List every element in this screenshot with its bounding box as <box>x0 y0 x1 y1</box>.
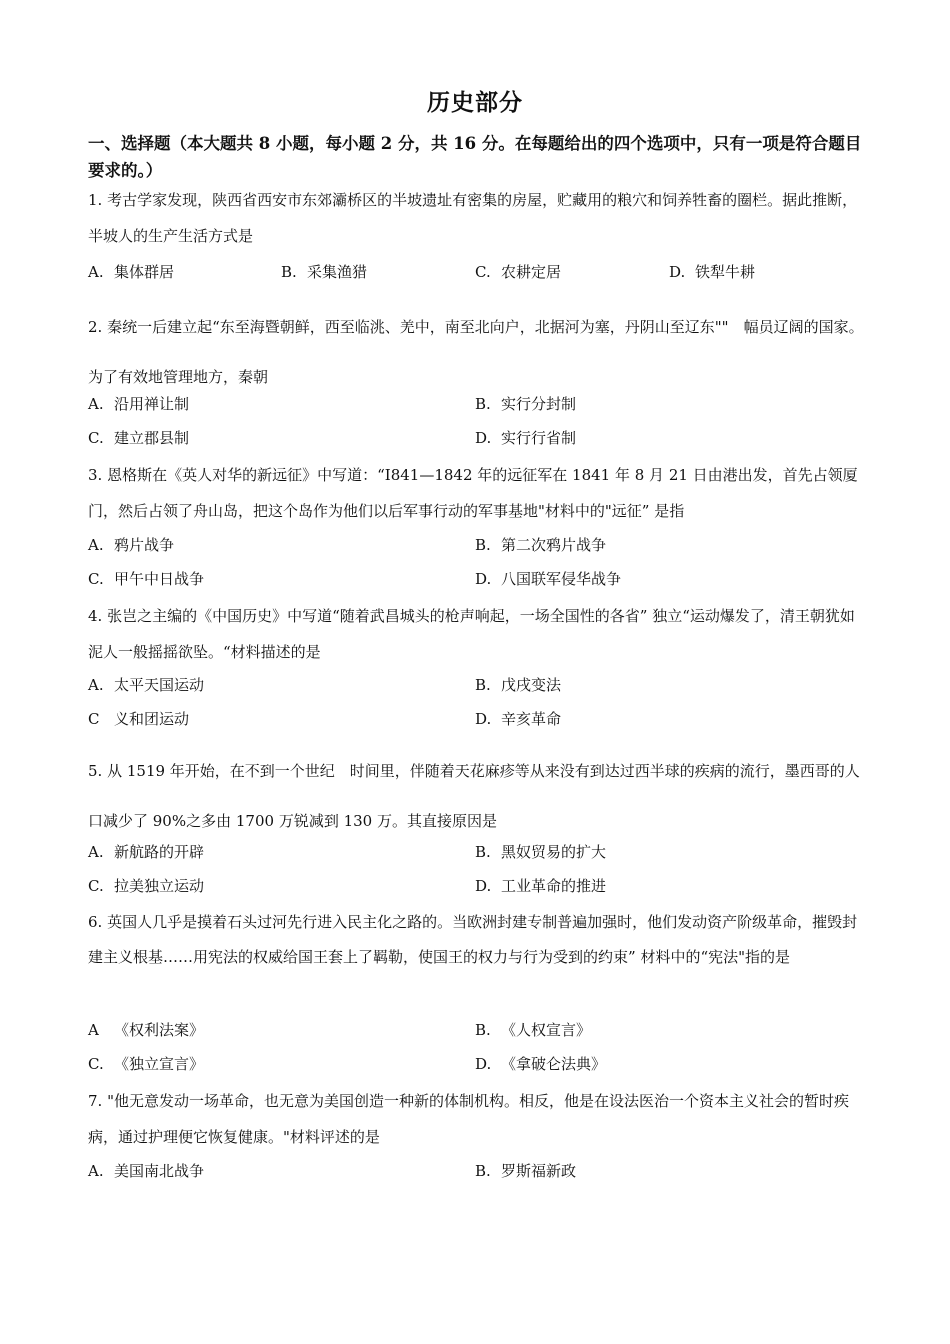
option-d <box>475 427 576 449</box>
option-text: 拉美独立运动 <box>114 877 205 895</box>
option-letter: C. <box>88 1055 104 1073</box>
option-letter: B. <box>475 1162 491 1180</box>
question-stem: 从 1519 年开始，在不到一个世纪 时间里，伴随着天花麻疹等从来没有到达过西半球的疾病的流行，墨西哥的人口减少了 90%之多由 1700 万锐减到 130 万。其直接原因是 <box>88 762 860 830</box>
option-d <box>669 261 755 283</box>
option-b <box>475 1160 576 1182</box>
question-number: 1. <box>88 191 103 209</box>
option-text: 鸦片战争 <box>114 536 175 554</box>
option-text: 《拿破仑法典》 <box>501 1055 607 1073</box>
option-c <box>88 875 204 897</box>
option-c <box>88 568 204 590</box>
option-letter: B. <box>281 263 297 281</box>
option-c <box>475 261 561 283</box>
section-heading: 一、选择题（本大题共 8 小题，每小题 2 分，共 16 分。在每题给出的四个选项中，只有一项是符合题目要求的。） <box>88 134 862 180</box>
option-b <box>475 674 561 696</box>
option-b <box>475 393 576 415</box>
question-stem: 考古学家发现，陕西省西安市东郊灞桥区的半坡遗址有密集的房屋，贮藏用的粮穴和饲养牲畜的圈栏。据此推断，半坡人的生产生活方式是 <box>88 191 858 245</box>
option-text: 《独立宣言》 <box>114 1055 205 1073</box>
option-letter: A. <box>88 676 104 694</box>
option-text: 工业革命的推进 <box>501 877 607 895</box>
option-c <box>88 427 189 449</box>
option-text: 八国联军侵华战争 <box>501 570 622 588</box>
option-c <box>88 708 189 730</box>
option-text: 义和团运动 <box>114 710 190 728</box>
option-letter: D. <box>475 429 492 447</box>
option-letter: D. <box>475 1055 492 1073</box>
option-text: 实行分封制 <box>501 395 577 413</box>
question-number: 5. <box>88 762 103 780</box>
question-1 <box>88 182 868 254</box>
option-text: 实行行省制 <box>501 429 577 447</box>
option-letter: A <box>88 1021 99 1039</box>
question-number: 6. <box>88 913 103 931</box>
option-letter: B. <box>475 1021 491 1039</box>
option-a <box>88 841 204 863</box>
option-text: 《人权宣言》 <box>501 1021 592 1039</box>
option-text: 黑奴贸易的扩大 <box>501 843 607 861</box>
question-number: 3. <box>88 466 103 484</box>
option-text: 罗斯福新政 <box>501 1162 577 1180</box>
question-number: 4. <box>88 607 103 625</box>
option-a <box>88 261 174 283</box>
option-letter: C. <box>88 570 104 588</box>
question-number: 7. <box>88 1092 103 1110</box>
option-text: 建立郡县制 <box>114 429 190 447</box>
question-5 <box>88 746 868 846</box>
option-letter: C <box>88 710 100 728</box>
option-letter: A. <box>88 1162 104 1180</box>
question-stem: 秦统一后建立起“东至海暨朝鲜，西至临洮、羌中，南至北向户，北据河为塞，丹阴山至辽东"" 幅员辽阔的国家。为了有效地管理地方，秦朝 <box>88 318 864 386</box>
option-letter: B. <box>475 676 491 694</box>
option-text: 采集渔猎 <box>307 263 368 281</box>
option-text: 第二次鸦片战争 <box>501 536 607 554</box>
option-c <box>88 1053 204 1075</box>
option-text: 集体群居 <box>114 263 175 281</box>
option-letter: C. <box>475 263 491 281</box>
option-letter: D. <box>475 710 492 728</box>
question-stem: 恩格斯在《英人对华的新远征》中写道：“I841—1842 年的远征军在 1841 年 8 月 21 日由港出发，首先占领厦门，然后占领了舟山岛，把这个岛作为他们以后军事行动的军事基地"材料中的"远征” 是指 <box>88 466 858 520</box>
option-b <box>475 841 606 863</box>
option-b <box>475 534 606 556</box>
option-a <box>88 674 204 696</box>
option-text: 新航路的开辟 <box>114 843 205 861</box>
option-text: 沿用禅让制 <box>114 395 190 413</box>
option-letter: A. <box>88 536 104 554</box>
question-6 <box>88 905 868 975</box>
question-2 <box>88 302 868 402</box>
question-number: 2. <box>88 318 103 336</box>
option-letter: A. <box>88 395 104 413</box>
option-text: 戊戌变法 <box>501 676 562 694</box>
option-b <box>281 261 367 283</box>
option-letter: A. <box>88 263 104 281</box>
question-stem: 英国人几乎是摸着石头过河先行进入民主化之路的。当欧洲封建专制普遍加强时，他们发动资产阶级革命，摧毁封建主义根基……用宪法的权威给国王套上了羁勒，使国王的权力与行为受到的约束” 材料中的“宪法"指的是 <box>88 913 858 966</box>
option-b <box>475 1019 591 1041</box>
option-letter: C. <box>88 877 104 895</box>
option-letter: D. <box>669 263 686 281</box>
question-3 <box>88 457 868 529</box>
option-text: 甲午中日战争 <box>114 570 205 588</box>
question-stem: 张岂之主编的《中国历史》中写道“随着武昌城头的枪声响起，一场全国性的各省” 独立“运动爆发了，清王朝犹如泥人一般摇摇欲坠。“材料描述的是 <box>88 607 855 661</box>
option-d <box>475 708 561 730</box>
option-text: 铁犁牛耕 <box>695 263 756 281</box>
question-stem: "他无意发动一场革命，也无意为美国创造一种新的体制机构。相反，他是在设法医治一个资本主义社会的暂时疾病，通过护理便它恢复健康。"材料评述的是 <box>88 1092 849 1146</box>
page-title: 历史部分 <box>427 89 523 116</box>
option-a <box>88 1019 204 1041</box>
option-a <box>88 393 189 415</box>
question-7 <box>88 1083 868 1155</box>
option-text: 农耕定居 <box>501 263 562 281</box>
option-letter: B. <box>475 843 491 861</box>
option-a <box>88 534 174 556</box>
option-letter: C. <box>88 429 104 447</box>
option-text: 太平天国运动 <box>114 676 205 694</box>
option-text: 《权利法案》 <box>114 1021 205 1039</box>
option-letter: D. <box>475 877 492 895</box>
option-text: 美国南北战争 <box>114 1162 205 1180</box>
option-letter: D. <box>475 570 492 588</box>
option-letter: A. <box>88 843 104 861</box>
option-d <box>475 568 621 590</box>
option-d <box>475 875 606 897</box>
question-4 <box>88 598 868 670</box>
option-letter: B. <box>475 395 491 413</box>
option-d <box>475 1053 606 1075</box>
option-letter: B. <box>475 536 491 554</box>
option-a <box>88 1160 204 1182</box>
option-text: 辛亥革命 <box>501 710 562 728</box>
